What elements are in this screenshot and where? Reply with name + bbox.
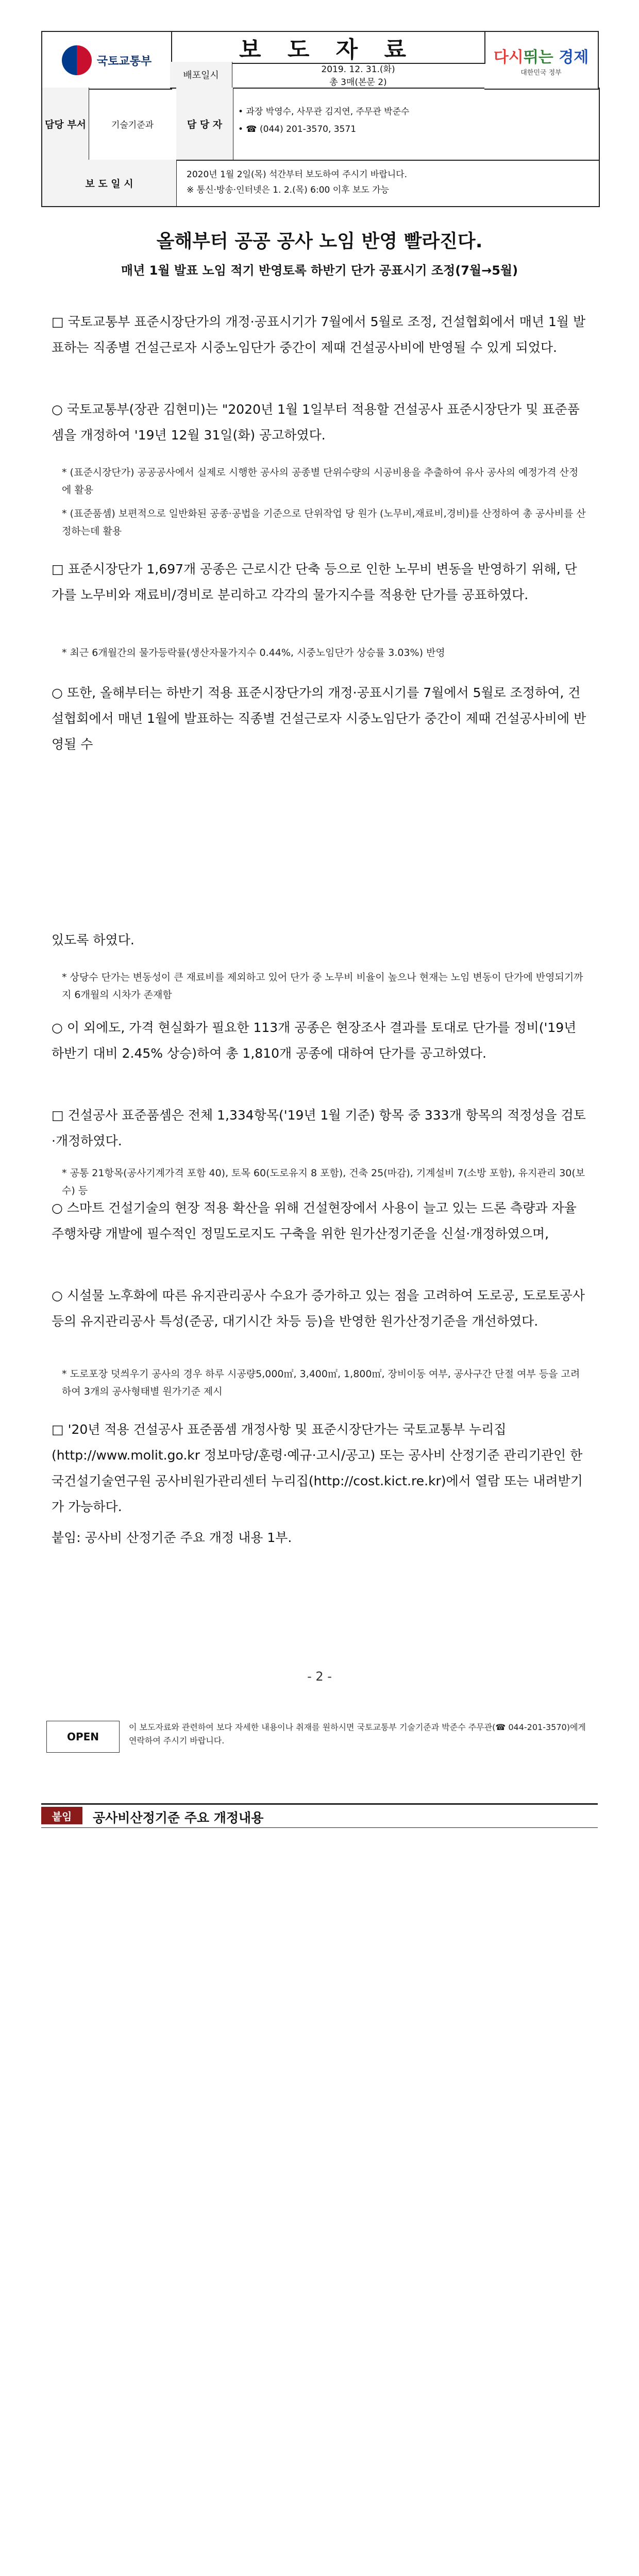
- release-date: 2019. 12. 31.(화): [321, 64, 395, 75]
- paragraph-8: ○ 시설물 노후화에 따른 유지관리공사 수요가 증가하고 있는 점을 고려하여 도로공, 도로토공사 등의 유지관리공사 특성(준공, 대기시간 차등 등)을 반영한 원가산정기준을 개선하였다.: [52, 1288, 585, 1329]
- manager-phone: • ☎ (044) 201-3570, 3571: [238, 124, 357, 134]
- department-name: 기술기준과: [89, 88, 177, 160]
- brand-subtitle: 대한민국 정부: [520, 69, 562, 77]
- paragraph-7: ○ 스마트 건설기술의 현장 적용 확산을 위해 건설현장에서 사용이 늘고 있는 드론 측량과 자율주행차량 개발에 필수적인 정밀도로지도 구축을 위한 원가산정기준을 신설·개정하였으며,: [52, 1200, 577, 1241]
- subheadline: 매년 1월 발표 노임 적기 반영토록 하반기 단가 공표시기 조정(7월→5월): [121, 263, 518, 278]
- paragraph-2: ○ 국토교통부(장관 김현미)는 "2020년 1월 1일부터 적용할 건설공사 표준시장단가 및 표준품셈을 개정하여 '19년 12월 31일(화) 공고하였다.: [52, 402, 580, 443]
- ministry-name: 국토교통부: [96, 55, 152, 68]
- paragraph-continuation: 있도록 하였다.: [52, 933, 134, 947]
- paragraph-3: □ 표준시장단가 1,697개 공종은 근로시간 단축 등으로 인한 노무비 변동을 반영하기 위해, 단가를 노무비와 재료비/경비로 분리하고 각각의 물가지수를 적용한 단가를 공표하였다.: [52, 562, 577, 602]
- attachment-note: 붙임: 공사비 산정기준 주요 개정 내용 1부.: [52, 1530, 292, 1545]
- manager-names: • 과장 박영수, 사무관 김지연, 주무관 박준수: [238, 107, 410, 117]
- press-release-header: [41, 31, 598, 206]
- press-release-title: 보 도 자 료: [170, 31, 485, 64]
- manager-info: [238, 103, 594, 138]
- note-standard-estimate: * (표준품셈) 보편적으로 일반화된 공종·공법을 기준으로 단위작업 당 원가 (노무비,재료비,경비)를 산정하여 총 공사비를 산정하는데 활용: [62, 508, 586, 537]
- paragraph-1: □ 국토교통부 표준시장단가의 개정·공표시기가 7월에서 5월로 조정, 건설협회에서 매년 1월 발표하는 직종별 건설근로자 시중노임단가 중간이 제때 건설공사비에 반영될 수 있게 되었다.: [52, 314, 586, 355]
- page-number-2: - 2 -: [307, 1669, 332, 1684]
- attachment-tag: 붙임: [41, 1807, 82, 1824]
- release-date-label: 배포일시: [170, 62, 232, 89]
- note-labor-ratio: * 상당수 단가는 변동성이 큰 재료비를 제외하고 있어 단가 중 노무비 비율이 높으나 현재는 노임 변동이 단가에 반영되기까지 6개월의 시차가 존재함: [62, 972, 583, 1001]
- note-price-change: * 최근 6개월간의 물가등락률(생산자물가지수 0.44%, 시중노임단가 상승률 3.03%) 반영: [62, 647, 445, 658]
- paragraph-5: ○ 이 외에도, 가격 현실화가 필요한 113개 공종은 현장조사 결과를 토대로 단가를 정비('19년 하반기 대비 2.45% 상승)하여 총 1,810개 공종에 대하여 단가를 공고하였다.: [52, 1020, 577, 1061]
- release-date-value: [232, 62, 484, 89]
- embargo-row: [41, 160, 600, 207]
- embargo-line-2: ※ 통신·방송·인터넷은 1. 2.(목) 6:00 이후 보도 가능: [187, 185, 390, 195]
- embargo-label: 보 도 일 시: [42, 160, 177, 206]
- note-revised-items: * 공통 21항목(공사기계가격 포함 40), 토목 60(도로유지 8 포함), 건축 25(마감), 기계설비 7(소방 포함), 유지관리 30(보수) 등: [62, 1167, 585, 1196]
- page-1: [0, 0, 639, 886]
- paragraph-4: ○ 또한, 올해부터는 하반기 적용 표준시장단가의 개정·공표시기를 7월에서 5월로 조정하여, 건설협회에서 매년 1월에 발표하는 직종별 건설근로자 시중노임단가 중간이 제때 건설공사비에 반영될 수: [52, 685, 586, 752]
- brand-word-1: 다시: [493, 48, 524, 66]
- department-row: [41, 88, 600, 161]
- note-road-paving: * 도로포장 덧씌우기 공사의 경우 하루 시공량5,000㎡, 3,400㎡, 1,800㎡, 장비이동 여부, 공사구간 단절 여부 등을 고려하여 3개의 공사형태별 원가기준 제시: [62, 1368, 580, 1397]
- open-license-badge: OPEN: [46, 1721, 120, 1753]
- contact-notice: 이 보도자료와 관련하여 보다 자세한 내용이나 취재를 원하시면 국토교통부 기술기준과 박준수 주무관(☎ 044-201-3570)에게 연락하여 주시기 바랍니다.: [129, 1722, 586, 1745]
- embargo-line-1: 2020년 1월 2일(목) 석간부터 보도하여 주시기 바랍니다.: [187, 170, 408, 180]
- department-label: 담당 부서: [42, 88, 89, 160]
- government-brand-logo: [484, 31, 599, 90]
- government-emblem-icon: [62, 45, 92, 75]
- embargo-info: [187, 167, 594, 198]
- page-2: [0, 886, 639, 1772]
- brand-word-3: 경제: [553, 48, 589, 66]
- note-standard-market-price: * (표준시장단가) 공공공사에서 실제로 시행한 공사의 공종별 단위수량의 시공비용을 추출하여 유사 공사의 예정가격 산정에 활용: [62, 467, 579, 496]
- manager-label: 담 당 자: [176, 88, 233, 160]
- paragraph-9: □ '20년 적용 건설공사 표준품셈 개정사항 및 표준시장단가는 국토교통부 누리집(http://www.molit.go.kr 정보마당/훈령·예규·고시/공고) 또는 공사비 산정기준 관리기관인 한국건설기술연구원 공사비원가관리센터 누리집(http://cost.kict.re.kr)에서 열람 또는 내려받기가 가능하다.: [52, 1422, 583, 1514]
- attachment-title: 공사비산정기준 주요 개정내용: [93, 1810, 264, 1825]
- ministry-logo: [41, 31, 172, 90]
- brand-word-2: 뛰는: [523, 48, 553, 66]
- attachment-section-bar: [41, 1803, 598, 1828]
- headline: 올해부터 공공 공사 노임 반영 빨라진다.: [156, 231, 483, 252]
- page-3: [0, 1772, 639, 2576]
- page-count: 총 3매(본문 2): [329, 77, 387, 88]
- paragraph-6: □ 건설공사 표준품셈은 전체 1,334항목('19년 1월 기준) 항목 중 333개 항목의 적정성을 검토·개정하였다.: [52, 1108, 586, 1148]
